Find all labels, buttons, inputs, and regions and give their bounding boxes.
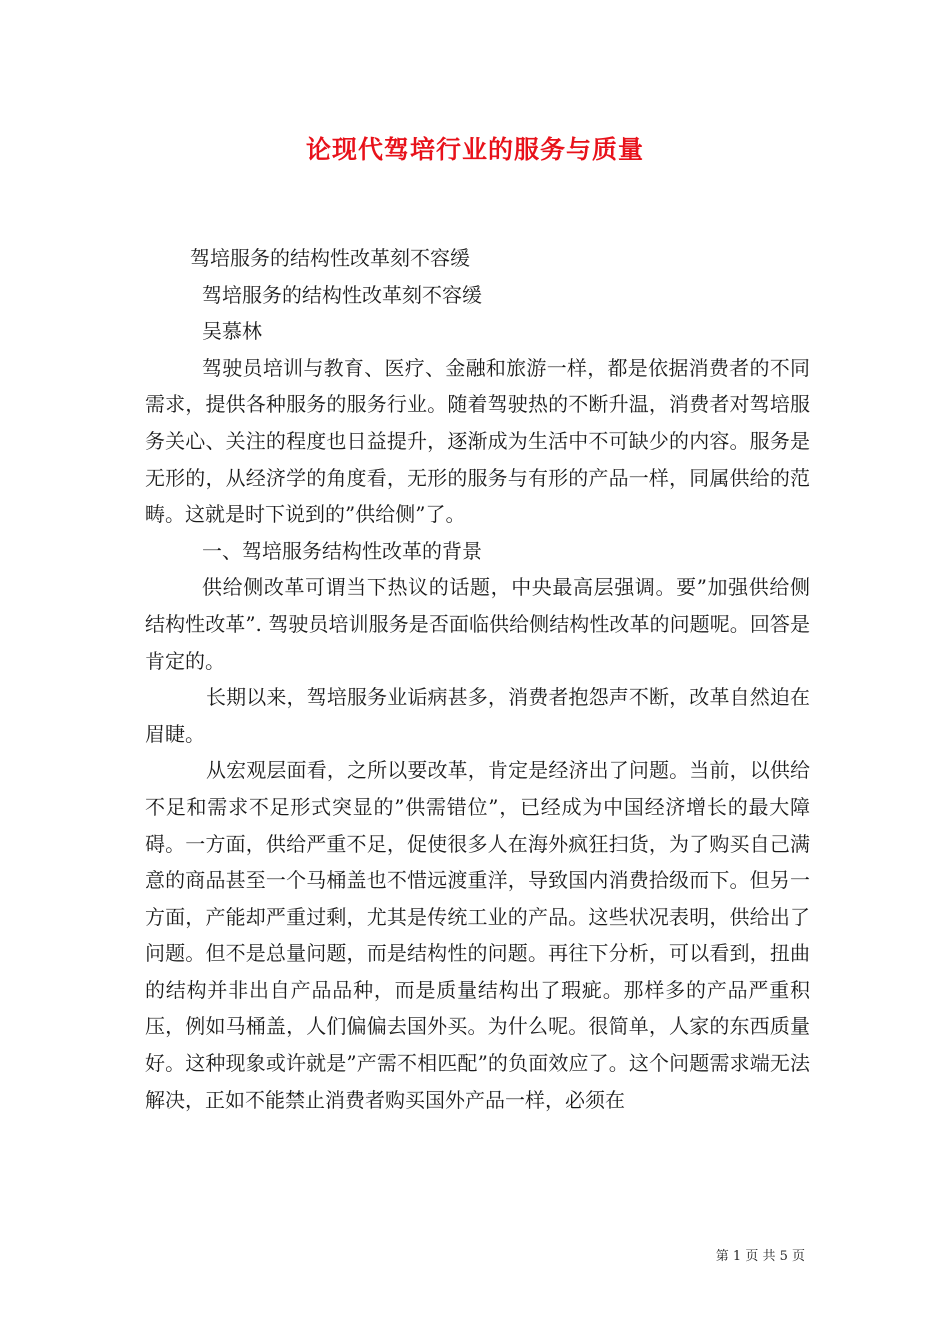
paragraph-intro: 驾驶员培训与教育、医疗、金融和旅游一样，都是依据消费者的不同需求，提供各种服务的服务行业。随着驾驶热的不断升温，消费者对驾培服务关心、关注的程度也日益提升，逐渐成为生活中不可缺少的内容。服务是无形的，从经济学的角度看，无形的服务与有形的产品一样，同属供给的范畴。这就是时下说到的”供给侧”了。 [145,355,810,527]
paragraph-subtitle-repeat: 驾培服务的结构性改革刻不容缓 [202,282,482,307]
paragraph-supply-side: 供给侧改革可谓当下热议的话题，中央最高层强调。要”加强供给侧结构性改革”. 驾驶员培训服务是否面临供给侧结构性改革的问题呢。回答是肯定的。 [145,575,810,673]
paragraph-subtitle: 驾培服务的结构性改革刻不容缓 [190,246,470,270]
document-body [145,240,810,1118]
paragraph-macro: 从宏观层面看，之所以要改革，肯定是经济出了问题。当前，以供给不足和需求不足形式突显的”供需错位”，已经成为中国经济增长的最大障碍。一方面，供给严重不足，促使很多人在海外疯狂扫货，为了购买自己满意的商品甚至一个马桶盖也不惜远渡重洋，导致国内消费拾级而下。但另一方面，产能却严重过剩，尤其是传统工业的产品。这些状况表明，供给出了问题。但不是总量问题，而是结构性的问题。再往下分析，可以看到，扭曲的结构并非出自产品品种，而是质量结构出了瑕疵。那样多的产品严重积压，例如马桶盖，人们偏偏去国外买。为什么呢。很简单，人家的东西质量好。这种现象或许就是”产需不相匹配”的负面效应了。这个问题需求端无法解决，正如不能禁止消费者购买国外产品一样，必须在 [145,758,810,1112]
paragraph-author: 吴慕林 [202,319,262,344]
section-heading-background: 一、驾培服务结构性改革的背景 [202,538,482,563]
page-number-footer: 第 1 页 共 5 页 [715,1249,805,1264]
paragraph-long-term: 长期以来，驾培服务业诟病甚多，消费者抱怨声不断，改革自然迫在眉睫。 [145,685,810,746]
document-title: 论现代驾培行业的服务与质量 [305,135,644,164]
